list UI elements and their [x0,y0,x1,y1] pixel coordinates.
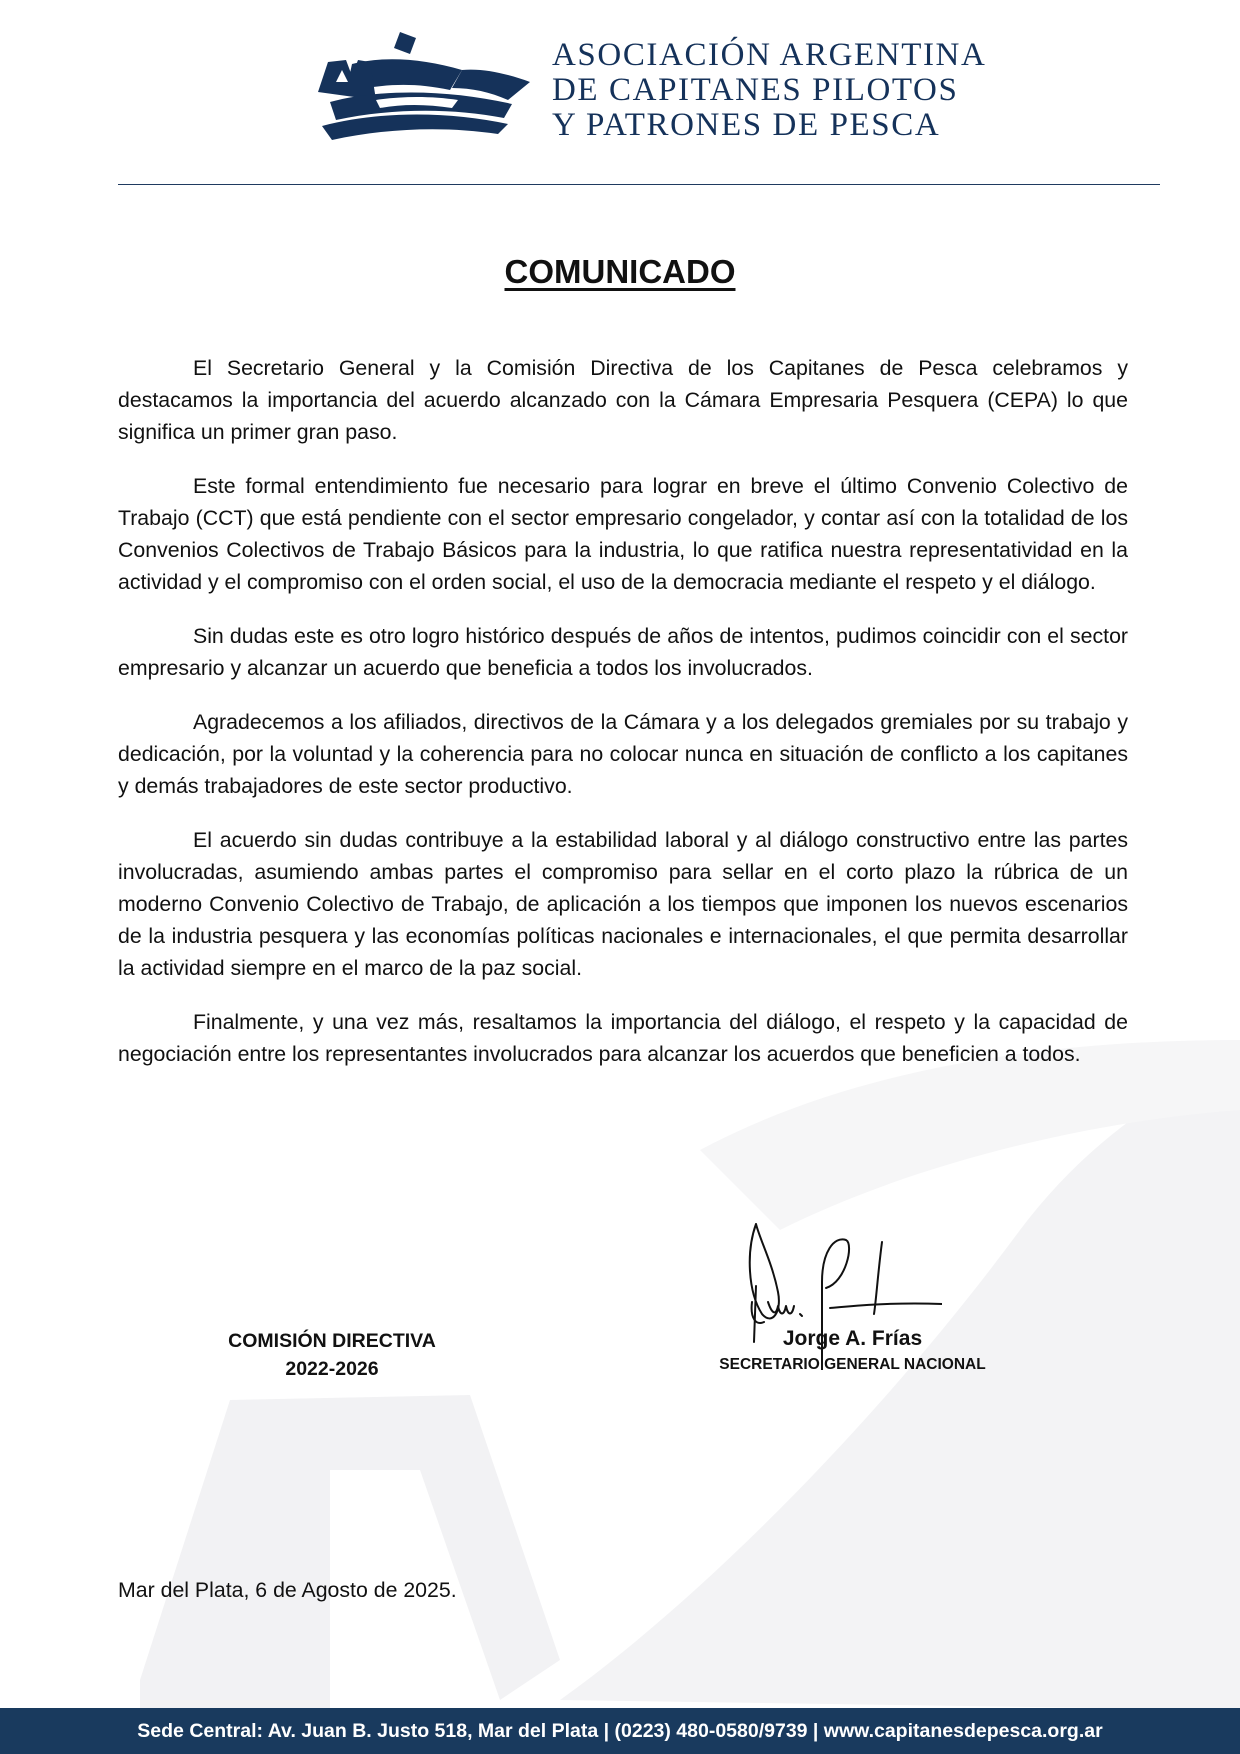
commission-title: COMISIÓN DIRECTIVA [228,1330,436,1352]
footer-contact-bar: Sede Central: Av. Juan B. Justo 518, Mar del Plata | (0223) 480-0580/9739 | www.capitanesdepesca.org.ar [0,1708,1240,1754]
signature-block-commission [200,1327,464,1383]
org-name-line-1: ASOCIACIÓN ARGENTINA [552,37,987,73]
handwritten-signature-icon [742,1222,942,1370]
body-paragraph-1: El Secretario General y la Comisión Directiva de los Capitanes de Pesca celebramos y destacamos la importancia del acuerdo alcanzado con la Cámara Empresaria Pesquera (CEPA) lo que significa un primer gran paso. [118,356,1128,444]
header-divider [118,184,1160,185]
body-paragraph-6: Finalmente, y una vez más, resaltamos la importancia del diálogo, el respeto y la capacidad de negociación entre los representantes involucrados para alcanzar los acuerdos que beneficien a todos. [118,1010,1128,1066]
org-name-line-3: Y PATRONES DE PESCA [552,107,941,143]
signatory-name: Jorge A. Frías [782,1327,923,1350]
organization-name [552,38,1012,143]
ship-logo-icon [312,30,530,148]
signatory-role: SECRETARIO GENERAL NACIONAL [719,1356,986,1373]
document-title: COMUNICADO [504,253,736,290]
body-paragraph-5: El acuerdo sin dudas contribuye a la estabilidad laboral y al diálogo constructivo entre las partes involucradas, asumiendo ambas partes el compromiso para sellar en el corto plazo la rúbrica de un moderno Convenio Colectivo de Trabajo, de aplicación a los tiempos que imponen los nuevos escenarios de la industria pesquera y las economías políticas nacionales e internacionales, el que permita desarrollar la actividad siempre en el marco de la paz social. [118,828,1128,980]
commission-period: 2022-2026 [285,1358,379,1380]
document-body [118,352,1128,1092]
place-and-date: Mar del Plata, 6 de Agosto de 2025. [118,1578,457,1602]
org-name-line-2: DE CAPITANES PILOTOS [552,72,959,108]
body-paragraph-3: Sin dudas este es otro logro histórico después de años de intentos, pudimos coincidir con el sector empresario y alcanzar un acuerdo que beneficia a todos los involucrados. [118,624,1128,680]
watermark-shape-left [140,1395,560,1710]
body-paragraph-2: Este formal entendimiento fue necesario para lograr en breve el último Convenio Colectivo de Trabajo (CCT) que está pendiente con el sector empresario congelador, y contar así con la totalidad de los Convenios Colectivos de Trabajo Básicos para la industria, lo que ratifica nuestra representatividad en la actividad y el compromiso con el orden social, el uso de la democracia mediante el respeto y el diálogo. [118,474,1128,594]
body-paragraph-4: Agradecemos a los afiliados, directivos de la Cámara y a los delegados gremiales por su trabajo y dedicación, por la voluntad y la coherencia para no colocar nunca en situación de conflicto a los capitanes y demás trabajadores de este sector productivo. [118,710,1128,798]
letterhead [0,0,1240,190]
